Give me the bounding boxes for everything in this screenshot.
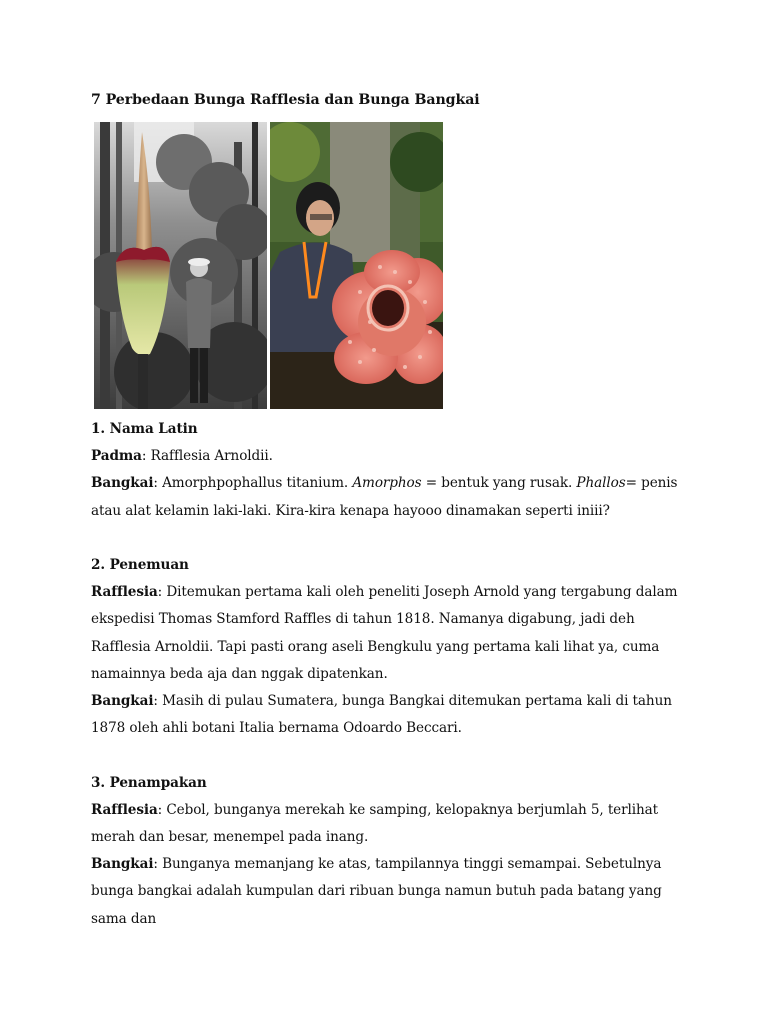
term-label: Bangkai <box>91 856 154 873</box>
italic-term: Amorphos <box>352 475 422 492</box>
bunga-bangkai-photo <box>94 122 267 409</box>
paragraph-text: : Ditemukan pertama kali oleh peneliti Joseph Arnold yang tergabung dalam ekspedisi Thomas Stamford Raffles di tahun 1818. Namanya digabung, jadi deh Rafflesia Arnoldii. Tapi pasti orang aseli Bengkulu yang pertama kali lihat ya, cuma namainnya beda aja dan nggak dipatenkan. <box>91 584 678 682</box>
paragraph-bangkai-penemuan <box>91 688 691 742</box>
term-label: Rafflesia <box>91 584 158 601</box>
document-body <box>91 416 691 933</box>
section-heading-penemuan: 2. Penemuan <box>91 557 189 573</box>
paragraph-padma-latin <box>91 443 691 470</box>
blank-line <box>91 525 691 552</box>
paragraph-text: : Amorphpophallus titanium. <box>153 475 353 492</box>
paragraph-text: : Cebol, bunganya merekah ke samping, kelopaknya berjumlah 5, terlihat merah dan besar, menempel pada inang. <box>91 801 659 846</box>
paragraph-bangkai-latin <box>91 470 691 524</box>
paragraph-text: : Masih di pulau Sumatera, bunga Bangkai ditemukan pertama kali di tahun 1878 oleh ahli botani Italia bernama Odoardo Beccari. <box>91 693 672 737</box>
flower-comparison-photo <box>94 122 443 409</box>
paragraph-rafflesia-penemuan <box>91 579 691 688</box>
blank-line <box>91 742 691 769</box>
term-label: Bangkai <box>91 475 154 492</box>
paragraph-bangkai-penampakan <box>91 851 691 933</box>
term-label: Rafflesia <box>91 801 158 818</box>
paragraph-text: = bentuk yang rusak. <box>421 475 577 492</box>
term-label: Bangkai <box>91 693 154 710</box>
rafflesia-photo <box>270 122 443 409</box>
section-heading-nama-latin: 1. Nama Latin <box>91 421 198 437</box>
paragraph-text: : Bunganya memanjang ke atas, tampilannya tinggi semampai. Sebetulnya bunga bangkai adalah kumpulan dari ribuan bunga namun butuh pada batang yang sama dan <box>91 856 662 927</box>
paragraph-rafflesia-penampakan <box>91 797 691 851</box>
italic-term: Phallos <box>576 475 626 492</box>
term-label: Padma <box>91 448 142 465</box>
section-heading-penampakan: 3. Penampakan <box>91 774 207 791</box>
paragraph-text: = penis atau alat kelamin laki-laki. Kira-kira kenapa hayooo dinamakan seperti iniii? <box>91 475 678 519</box>
paragraph-text: : Rafflesia Arnoldii. <box>141 448 273 465</box>
document-title: 7 Perbedaan Bunga Rafflesia dan Bunga Bangkai <box>91 92 480 108</box>
